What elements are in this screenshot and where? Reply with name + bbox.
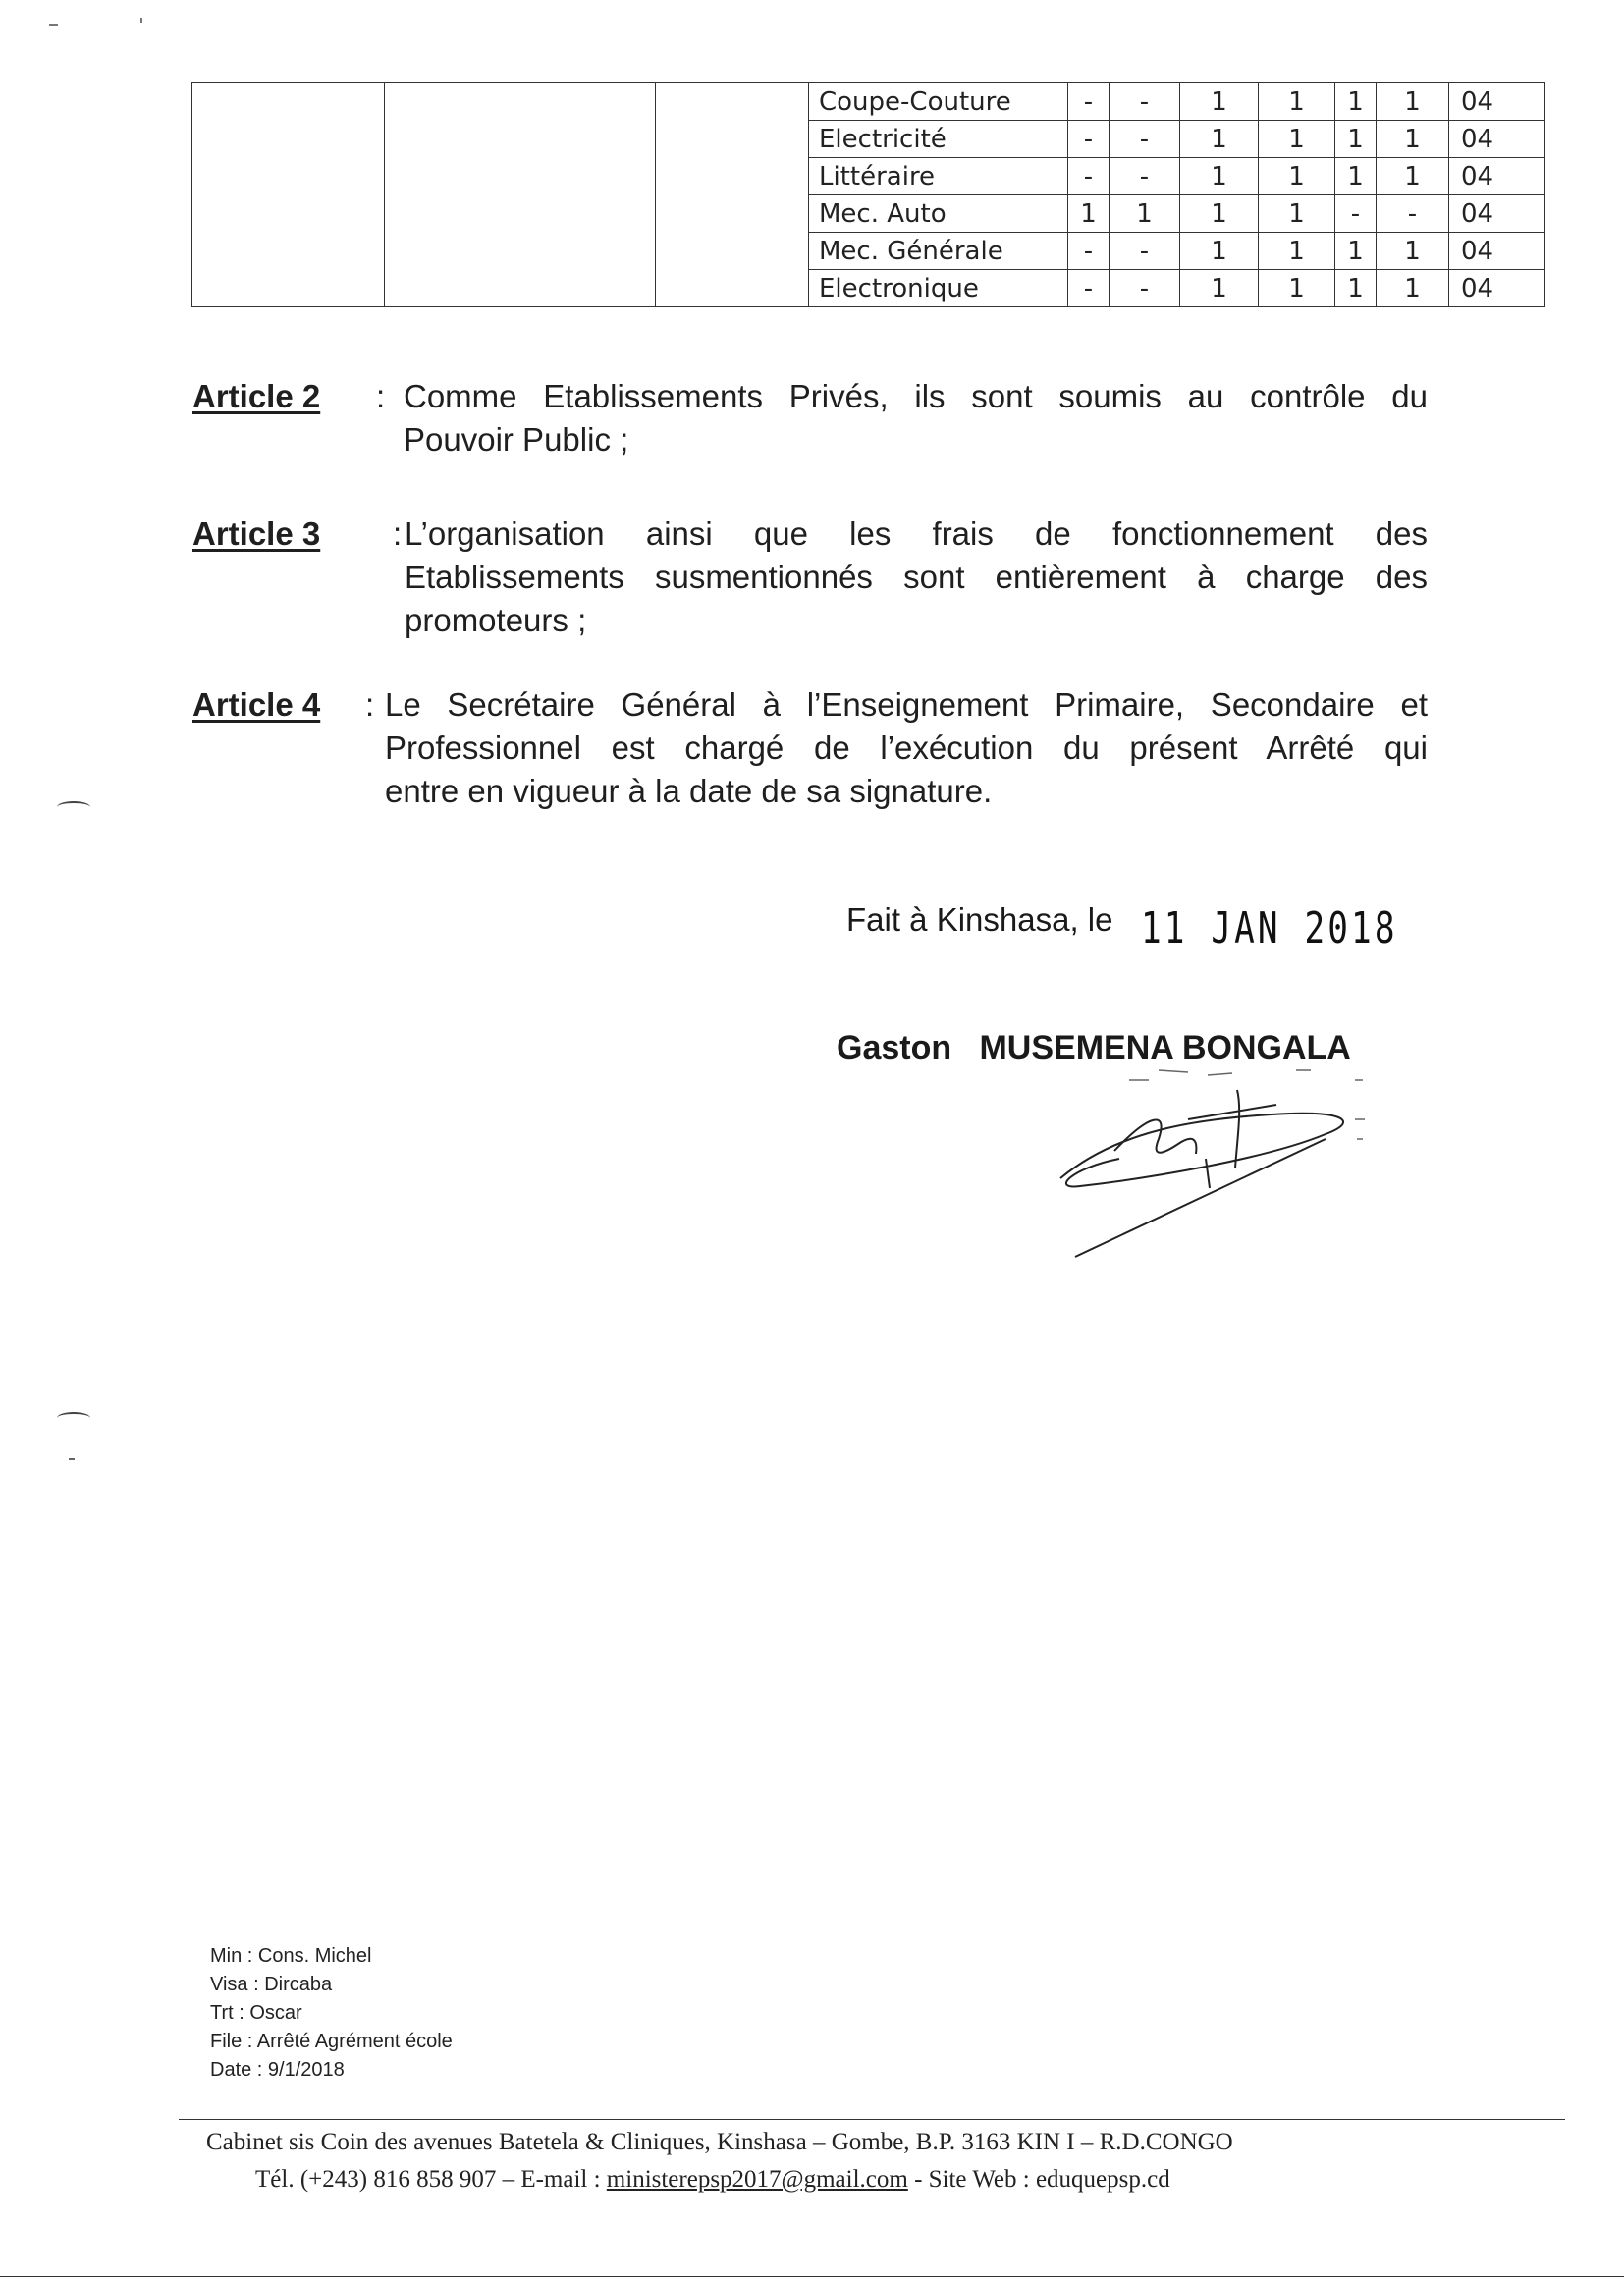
empty-cell	[656, 121, 809, 158]
scan-speck	[57, 801, 90, 813]
class-count-cell: -	[1068, 83, 1110, 121]
class-count-cell: 1	[1110, 195, 1180, 233]
page-bottom-rule	[0, 2276, 1624, 2277]
article-line: entre en vigueur à la date de sa signature.	[385, 773, 993, 809]
article-line: promoteurs ;	[405, 602, 587, 638]
class-count-cell: 1	[1377, 121, 1449, 158]
class-count-cell: 1	[1180, 158, 1259, 195]
class-count-cell: 1	[1259, 158, 1335, 195]
section-name-cell: Mec. Générale	[809, 233, 1068, 270]
article-separator: :	[376, 378, 386, 414]
empty-cell	[656, 195, 809, 233]
scan-speck	[69, 1458, 75, 1460]
empty-cell	[192, 195, 385, 233]
class-count-cell: -	[1110, 158, 1180, 195]
class-count-cell: -	[1068, 121, 1110, 158]
meta-file: File : Arrêté Agrément école	[210, 2031, 453, 2052]
class-count-cell: 1	[1377, 158, 1449, 195]
empty-cell	[656, 83, 809, 121]
article-line: Etablissements susmentionnés sont entièrement à charge des	[405, 559, 1428, 595]
empty-cell	[385, 270, 656, 307]
class-count-cell: 1	[1180, 195, 1259, 233]
table-row	[192, 233, 1545, 270]
class-count-cell: 1	[1377, 270, 1449, 307]
empty-cell	[656, 233, 809, 270]
place-label: Fait à Kinshasa, le	[846, 901, 1113, 938]
class-count-cell: -	[1377, 195, 1449, 233]
empty-cell	[192, 121, 385, 158]
class-count-cell: 1	[1335, 158, 1377, 195]
class-count-cell: -	[1068, 158, 1110, 195]
empty-cell	[385, 83, 656, 121]
meta-trt: Trt : Oscar	[210, 2002, 302, 2024]
empty-cell	[385, 195, 656, 233]
total-cell: 04	[1449, 233, 1545, 270]
total-cell: 04	[1449, 270, 1545, 307]
article-label: Article 2	[192, 378, 321, 414]
class-count-cell: 1	[1259, 121, 1335, 158]
meta-min: Min : Cons. Michel	[210, 1945, 372, 1967]
empty-cell	[385, 158, 656, 195]
class-count-cell: 1	[1180, 270, 1259, 307]
footer-rule	[179, 2119, 1565, 2120]
empty-cell	[192, 158, 385, 195]
class-count-cell: 1	[1335, 233, 1377, 270]
footer-address: Cabinet sis Coin des avenues Batetela & Cliniques, Kinshasa – Gombe, B.P. 3163 KIN I – R.D.CONGO	[206, 2129, 1233, 2155]
article-line: Pouvoir Public ;	[404, 421, 629, 458]
class-count-cell: -	[1068, 270, 1110, 307]
scan-speck	[57, 1412, 90, 1424]
scan-speck	[49, 24, 58, 26]
total-cell: 04	[1449, 83, 1545, 121]
empty-cell	[192, 270, 385, 307]
class-count-cell: -	[1335, 195, 1377, 233]
total-cell: 04	[1449, 195, 1545, 233]
total-cell: 04	[1449, 121, 1545, 158]
empty-cell	[656, 158, 809, 195]
section-name-cell: Mec. Auto	[809, 195, 1068, 233]
routing-notes	[210, 1942, 453, 2085]
total-cell: 04	[1449, 158, 1545, 195]
class-count-cell: 1	[1259, 195, 1335, 233]
class-count-cell: 1	[1377, 233, 1449, 270]
class-count-cell: 1	[1068, 195, 1110, 233]
meta-visa: Visa : Dircaba	[210, 1974, 333, 1995]
class-count-cell: 1	[1259, 83, 1335, 121]
empty-cell	[385, 121, 656, 158]
footer-contact	[255, 2166, 1170, 2194]
class-count-cell: -	[1110, 121, 1180, 158]
signatory-name: Gaston MUSEMENA BONGALA	[837, 1029, 1351, 1066]
article-line: Comme Etablissements Privés, ils sont soumis au contrôle du	[404, 378, 1428, 414]
article-text	[404, 375, 1428, 462]
sections-table	[191, 82, 1545, 307]
class-count-cell: 1	[1335, 121, 1377, 158]
class-count-cell: 1	[1180, 233, 1259, 270]
section-name-cell: Electricité	[809, 121, 1068, 158]
email-link[interactable]: ministerepsp2017@gmail.com	[606, 2166, 908, 2193]
class-count-cell: 1	[1259, 233, 1335, 270]
class-count-cell: 1	[1335, 270, 1377, 307]
table-row	[192, 158, 1545, 195]
article-separator: :	[365, 686, 375, 723]
empty-cell	[385, 233, 656, 270]
scan-speck	[140, 18, 142, 23]
empty-cell	[192, 83, 385, 121]
class-count-cell: -	[1110, 270, 1180, 307]
article-line: L’organisation ainsi que les frais de fonctionnement des	[405, 516, 1428, 552]
article-separator: :	[393, 516, 403, 552]
meta-date: Date : 9/1/2018	[210, 2059, 345, 2081]
footer-contact-suffix: - Site Web : eduquepsp.cd	[907, 2166, 1170, 2193]
table-row	[192, 270, 1545, 307]
class-count-cell: 1	[1335, 83, 1377, 121]
empty-cell	[656, 270, 809, 307]
class-count-cell: -	[1068, 233, 1110, 270]
class-count-cell: -	[1110, 83, 1180, 121]
class-count-cell: 1	[1180, 121, 1259, 158]
signature-mark	[1041, 1060, 1414, 1267]
empty-cell	[192, 233, 385, 270]
section-name-cell: Electronique	[809, 270, 1068, 307]
table-row	[192, 195, 1545, 233]
date-stamp: 11 JAN 2018	[1141, 903, 1398, 953]
article-label: Article 4	[192, 686, 321, 723]
class-count-cell: 1	[1259, 270, 1335, 307]
article-label: Article 3	[192, 516, 321, 552]
class-count-cell: 1	[1377, 83, 1449, 121]
class-count-cell: 1	[1180, 83, 1259, 121]
article-line: Le Secrétaire Général à l’Enseignement Primaire, Secondaire et	[385, 686, 1428, 723]
footer-contact-prefix: Tél. (+243) 816 858 907 – E-mail :	[255, 2166, 607, 2193]
class-count-cell: -	[1110, 233, 1180, 270]
section-name-cell: Coupe-Couture	[809, 83, 1068, 121]
table-row	[192, 121, 1545, 158]
article-text	[385, 683, 1428, 813]
section-name-cell: Littéraire	[809, 158, 1068, 195]
article-text	[405, 513, 1428, 642]
table-row	[192, 83, 1545, 121]
article-line: Professionnel est chargé de l’exécution du présent Arrêté qui	[385, 730, 1428, 766]
